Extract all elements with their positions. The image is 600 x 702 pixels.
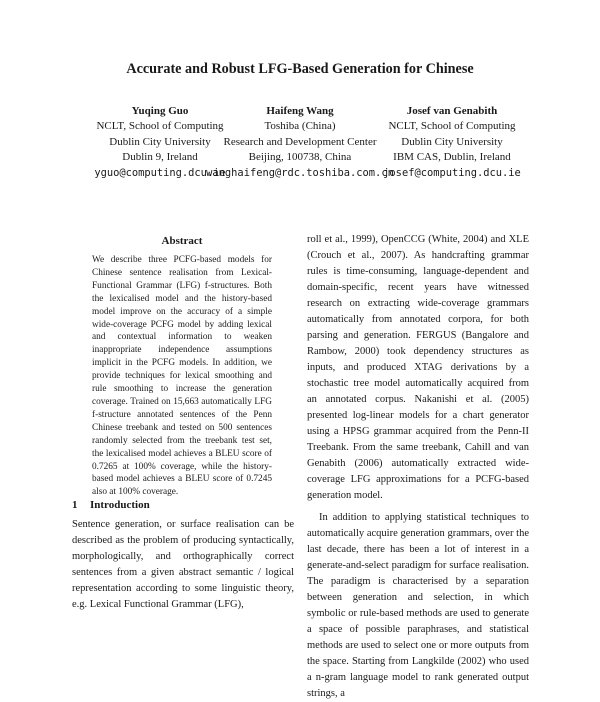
section-number: 1: [72, 499, 78, 511]
intro-text: Sentence generation, or surface realisation can be described as the problem of producing syntactically, morphologically, and orthographically correct sentences from a given abstract semantic / logical representation according to some linguistic theory, e.g. Lexical Functional Grammar (LFG),: [72, 519, 294, 610]
author-affiliation-line: Beijing, 100738, China: [248, 151, 352, 164]
section-title: Introduction: [90, 499, 150, 511]
right-column: [307, 232, 529, 702]
author-email: yguo@computing.dcu.ie: [94, 166, 226, 179]
author-name: Haifeng Wang: [266, 105, 334, 117]
author-email: wanghaifeng@rdc.toshiba.com.cn: [206, 166, 394, 179]
author-affiliation-line: Toshiba (China): [264, 120, 336, 133]
author-affiliation-line: Dublin City University: [109, 135, 211, 148]
author-affiliation-line: NCLT, School of Computing: [96, 120, 224, 133]
author-name: Yuqing Guo: [131, 105, 189, 117]
body-paragraph: roll et al., 1999), OpenCCG (White, 2004) and XLE (Crouch et al., 2007). As handcrafting grammar rules is time-consuming, language-dependent and domain-specific, recent years have witnessed research on extracting wide-coverage grammars automatically from annotated corpora, for both parsing and generation. FERGUS (Bangalore and Rambow, 2000) took dependency structures as inputs, and produced XTAG derivations by a stochastic tree model automatically acquired from an annotated corpus. Nakanishi et al. (2005) presented log-linear models for a chart generator using a HPSG grammar acquired from the Penn-II Treebank. From the same treebank, Cahill and van Genabith (2006) automatically extracted wide-coverage LFG approximations for a PCFG-based generation model.: [307, 234, 529, 501]
abstract-heading: Abstract: [161, 235, 203, 247]
author-affiliation-line: Dublin City University: [401, 135, 503, 148]
author-affiliation-line: Research and Development Center: [223, 135, 377, 148]
author-affiliation-line: IBM CAS, Dublin, Ireland: [393, 151, 511, 164]
abstract-text: We describe three PCFG-based models for Chinese sentence realisation from Lexical-Functional Grammar (LFG) f-structures. Both the lexicalised model and the history-based model improve on the accuracy of a simple wide-coverage PCFG model by adding lexical and contextual information to weaken inappropriate independence assumptions implicit in the PCFG models. In addition, we provide techniques for lexical smoothing and rule smoothing to increase the generation coverage. Trained on 15,663 automatically LFG f-structure annotated sentences of the Penn Chinese treebank and tested on 500 sentences randomly selected from the treebank test set, the lexicalised model achieves a BLEU score of 0.7265 at 100% coverage, while the history-based model achieves a BLEU score of 0.7245 also at 100% coverage.: [92, 255, 272, 498]
body-paragraph: In addition to applying statistical techniques to automatically acquire generation grammars, over the last decade, there has been a lot of interest in a generate-and-select paradigm for surface realisation. The paradigm is characterised by a separation between generation and selection, in which symbolic or rule-based methods are used to generate a space of possible paraphrases, and statistical methods are used to select one or more outputs from the space. Starting from Langkilde (2002) who used a n-gram language model to rank generated output strings, a: [307, 512, 529, 699]
section-heading: [72, 498, 302, 512]
author-affiliation-line: NCLT, School of Computing: [388, 120, 516, 133]
author-block-3: [352, 104, 552, 181]
paper-title: Accurate and Robust LFG-Based Generation for Chinese: [126, 61, 474, 77]
author-email: josef@computing.dcu.ie: [383, 166, 521, 179]
author-name: Josef van Genabith: [406, 105, 498, 117]
author-affiliation-line: Dublin 9, Ireland: [122, 151, 198, 164]
